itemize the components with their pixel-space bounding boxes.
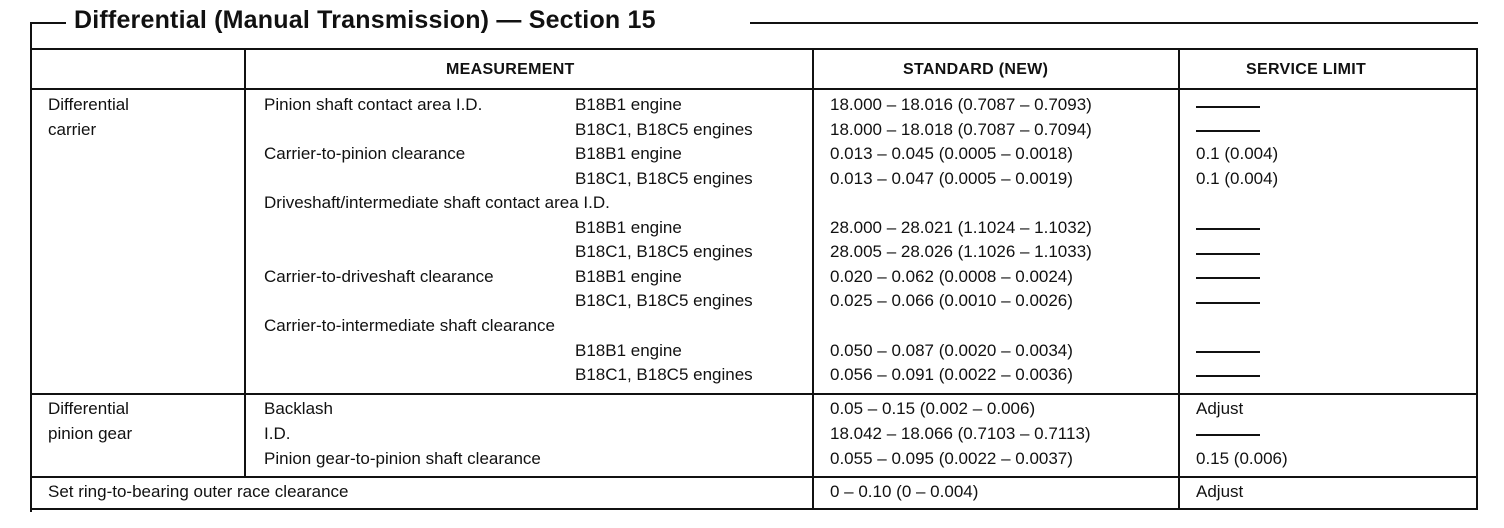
group-label-carrier	[48, 93, 129, 142]
header-bottom-border	[30, 88, 1478, 90]
engine-label: B18B1 engine	[575, 217, 682, 237]
service-limit-value: 0.15 (0.006)	[1196, 449, 1288, 468]
measurement-text: Set ring-to-bearing outer race clearance	[48, 482, 349, 501]
carrier-group-divider	[30, 393, 1478, 395]
service-limit-value: 0.1 (0.004)	[1196, 144, 1279, 163]
spec-table	[30, 48, 1478, 510]
header-service-limit: SERVICE LIMIT	[1246, 61, 1367, 78]
no-limit-dash	[1196, 351, 1260, 353]
measurement-text: I.D.	[264, 424, 291, 443]
engine-label: B18C1, B18C5 engines	[575, 242, 753, 261]
service-limit-value: Adjust	[1196, 482, 1244, 501]
no-limit-dash	[1196, 277, 1260, 279]
engine-label: B18C1, B18C5 engines	[575, 168, 753, 188]
standard-value: 0.050 – 0.087 (0.0020 – 0.0034)	[830, 340, 1073, 360]
no-limit-dash	[1196, 228, 1260, 230]
no-limit-dash	[1196, 302, 1260, 304]
standard-value: 0.013 – 0.045 (0.0005 – 0.0018)	[830, 144, 1073, 163]
no-limit-dash	[1196, 253, 1260, 255]
measurement-text: Carrier-to-driveshaft clearance	[264, 267, 494, 286]
standard-value: 28.000 – 28.021 (1.1024 – 1.1032)	[830, 217, 1092, 237]
no-limit-dash	[1196, 106, 1260, 108]
table-right-border	[1476, 48, 1478, 510]
engine-label: B18C1, B18C5 engines	[575, 119, 753, 139]
service-limit-value: 0.1 (0.004)	[1196, 168, 1279, 188]
group-label-line: Differential	[48, 95, 129, 114]
col-divider-standard	[1178, 48, 1180, 510]
standard-value: 0.055 – 0.095 (0.0022 – 0.0037)	[830, 449, 1073, 468]
measurement-text: Backlash	[264, 399, 333, 418]
engine-label: B18B1 engine	[575, 267, 682, 286]
group-label-pinion-gear	[48, 397, 132, 446]
col-divider-group	[244, 48, 246, 476]
standard-value: 18.042 – 18.066 (0.7103 – 0.7113)	[830, 424, 1091, 443]
standard-value: 28.005 – 28.026 (1.1026 – 1.1033)	[830, 242, 1092, 261]
standard-value: 0.020 – 0.062 (0.0008 – 0.0024)	[830, 267, 1073, 286]
header-standard: STANDARD (NEW)	[903, 61, 1049, 78]
page-title: Differential (Manual Transmission) — Section 15	[74, 6, 656, 34]
title-rule-right	[750, 22, 1478, 24]
measurement-text: Pinion shaft contact area I.D.	[264, 95, 483, 114]
service-limit-value: Adjust	[1196, 399, 1244, 418]
engine-label: B18B1 engine	[575, 340, 682, 360]
measurement-text: Pinion gear-to-pinion shaft clearance	[264, 449, 541, 468]
group-label-line: Differential	[48, 399, 129, 418]
engine-label: B18B1 engine	[575, 144, 682, 163]
measurement-text: Carrier-to-intermediate shaft clearance	[264, 316, 556, 335]
header-measurement: MEASUREMENT	[446, 61, 575, 78]
engine-label: B18C1, B18C5 engines	[575, 365, 753, 384]
measurement-text: Carrier-to-pinion clearance	[264, 144, 466, 163]
title-rule-left	[30, 22, 66, 24]
standard-value: 0.05 – 0.15 (0.002 – 0.006)	[830, 399, 1036, 418]
measurement-text: Driveshaft/intermediate shaft contact area I.D.	[264, 193, 610, 212]
standard-value: 18.000 – 18.018 (0.7087 – 0.7094)	[830, 119, 1092, 139]
no-limit-dash	[1196, 375, 1260, 377]
engine-label: B18B1 engine	[575, 95, 682, 114]
group-label-line: carrier	[48, 119, 97, 139]
section-title-bar	[0, 0, 1504, 48]
table-top-border	[30, 48, 1478, 50]
standard-value: 0.056 – 0.091 (0.0022 – 0.0036)	[830, 365, 1073, 384]
standard-value: 0 – 0.10 (0 – 0.004)	[830, 482, 979, 501]
engine-label: B18C1, B18C5 engines	[575, 291, 753, 310]
standard-value: 0.013 – 0.047 (0.0005 – 0.0019)	[830, 168, 1073, 188]
no-limit-dash	[1196, 130, 1260, 132]
table-bottom-border	[30, 508, 1478, 510]
group-label-line: pinion gear	[48, 423, 133, 443]
no-limit-dash	[1196, 434, 1260, 436]
col-divider-measurement	[812, 48, 814, 510]
pinion-group-divider	[30, 476, 1478, 478]
standard-value: 0.025 – 0.066 (0.0010 – 0.0026)	[830, 291, 1073, 310]
standard-value: 18.000 – 18.016 (0.7087 – 0.7093)	[830, 95, 1092, 114]
